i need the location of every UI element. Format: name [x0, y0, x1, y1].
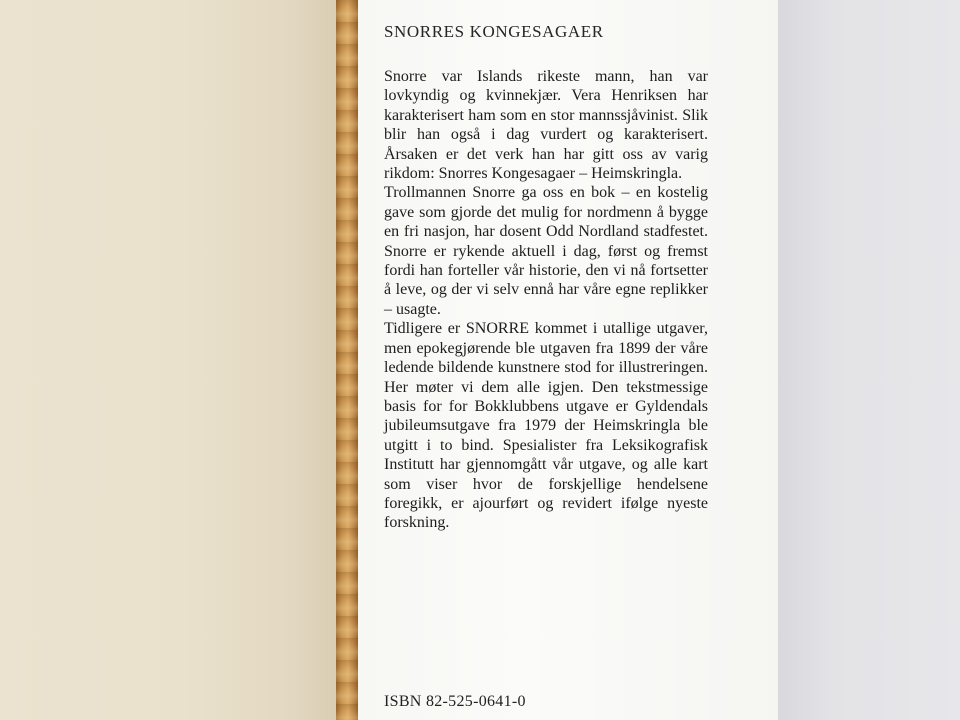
book-spine	[336, 0, 360, 720]
flap-description	[384, 67, 708, 533]
book-title: SNORRES KONGESAGAER	[384, 22, 604, 41]
paragraph-3: Tidligere er SNORRE kommet i utallige utgaver, men epokegjørende ble utgaven fra 1899 der våre ledende bildende kunstnere stod for illustreringen. Her møter vi dem alle igjen. Den tekstmessige basis for for Bokklubbens utgave er Gyldendals jubileumsutgave fra 1979 der Heimskringla ble utgitt i to bind. Spesialister fra Leksikografisk Institutt har gjennomgått vår utgave, og alle kart som viser hvor de forskjellige hendelsene foregikk, er ajourført og revidert ifølge nyeste forskning.	[384, 320, 708, 532]
paragraph-1: Snorre var Islands rikeste mann, han var lovkyndig og kvinnekjær. Vera Henriksen har karakterisert ham som en stor mannssjåvinist. Slik blir han også i dag vurdert og karakterisert. Årsaken er det verk han har gitt oss av varig rikdom: Snorres Kongesagaer – Heimskringla.	[384, 68, 708, 183]
paragraph-2: Trollmannen Snorre ga oss en bok – en kostelig gave som gjorde det mulig for nordmenn å bygge en fri nasjon, har dosent Odd Nordland stadfestet. Snorre er rykende aktuell i dag, først og fremst fordi han forteller vår historie, den vi nå fortsetter å leve, og der vi selv ennå har våre egne replikker – usagte.	[384, 184, 708, 318]
isbn-number: ISBN 82-525-0641-0	[384, 693, 526, 710]
book-flap-panel	[358, 0, 778, 720]
left-book-page	[0, 0, 338, 720]
background-surface	[778, 0, 960, 720]
